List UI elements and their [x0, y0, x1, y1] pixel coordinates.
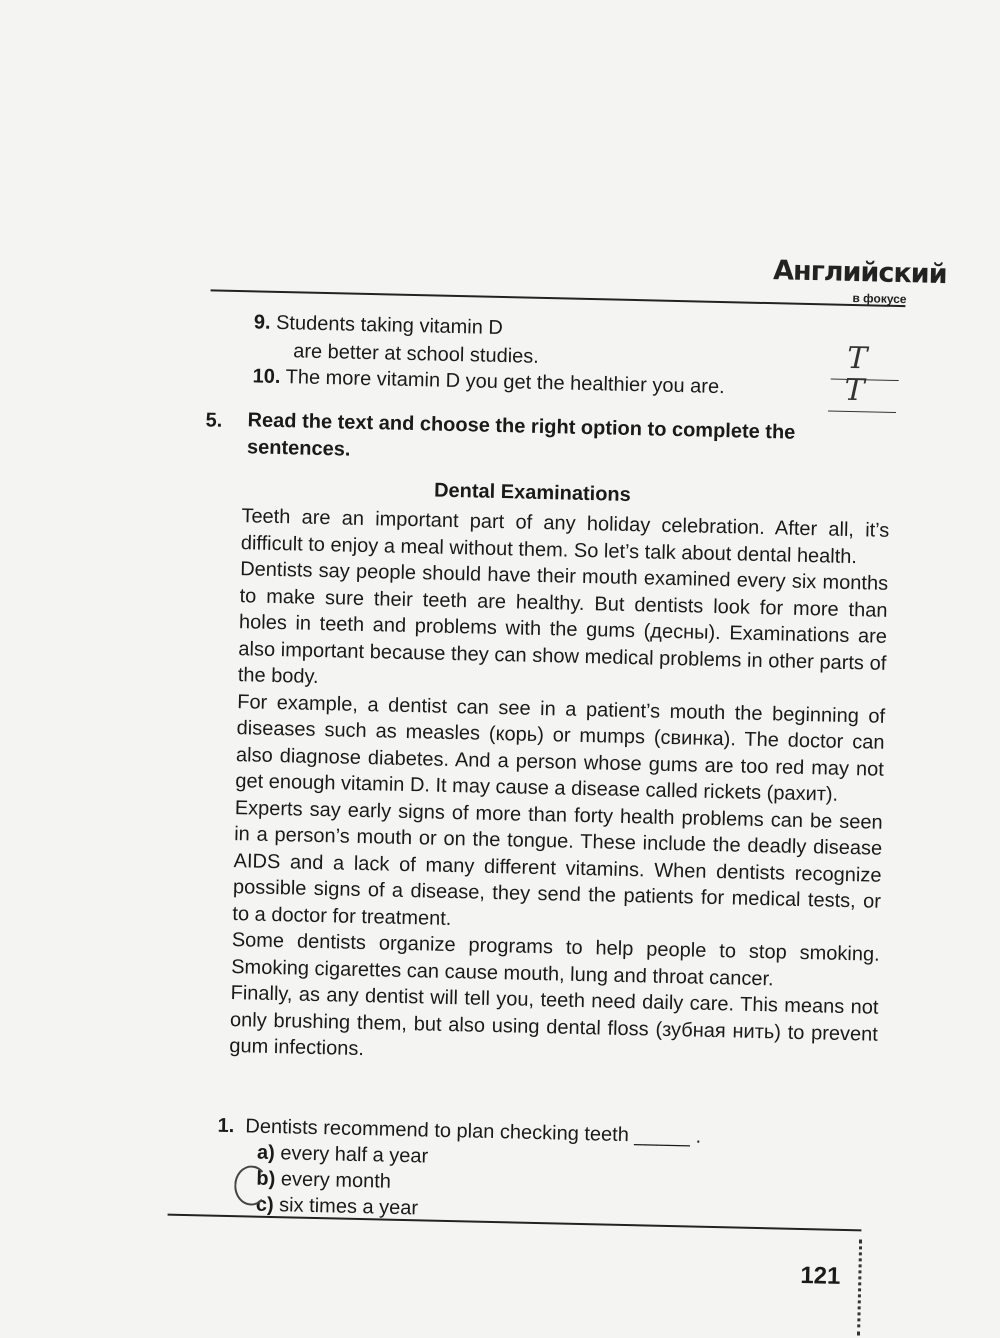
option-letter: b): [256, 1167, 276, 1191]
article-body: [229, 503, 889, 1074]
article-paragraph: Teeth are an important part of any holiday celebration. After all, it’s difficult to enjoy a meal without them. So let’s talk about dental health.: [240, 505, 890, 568]
answer-blank[interactable]: [828, 410, 896, 413]
option-text: every month: [280, 1168, 392, 1193]
statement-text: are better at school studies.: [292, 340, 540, 368]
task-number: 5.: [205, 409, 223, 432]
article-paragraph: Dentists say people should have their mouth examined every six months to make sure their teeth are healthy. But dentists look for more than holes in teeth and problems with the gums (десны). Examinations are also important because they can show medical problems in other parts of the body.: [237, 558, 889, 688]
question-text: Dentists recommend to plan checking teeth: [245, 1115, 630, 1147]
logo-subtitle: в фокусе: [852, 290, 907, 307]
article-paragraph: Experts say early signs of more than forty health problems can be seen in a person’s mouth or on the tongue. These include the deadly disease AIDS and a lack of many different vitamins. When dentists recognize possible signs of a disease, they send the patients for medical tests, or to a doctor for treatment.: [232, 796, 883, 930]
handwritten-answer: T: [846, 340, 868, 377]
task-instruction: Read the text and choose the right option to complete the sentences.: [246, 409, 796, 461]
option-a[interactable]: [257, 1140, 429, 1170]
article-paragraph: For example, a dentist can see in a patient’s mouth the beginning of diseases such as measles (корь) or mumps (свинка). The doctor can also diagnose diabetes. And a person whose gums are too red may not get enough vitamin D. It may cause a disease called rickets (рахит).: [235, 690, 886, 806]
article-title: Dental Examinations: [433, 479, 632, 506]
statement-10: [252, 363, 725, 401]
statement-text: The more vitamin D you get the healthier you are.: [285, 366, 725, 399]
statement-text: Students taking vitamin D: [275, 311, 504, 340]
logo-title: Английский: [772, 255, 947, 291]
statement-number: 9.: [253, 311, 271, 334]
handwritten-answer: T: [844, 372, 865, 409]
page-number: 121: [800, 1262, 841, 1290]
option-letter: a): [256, 1141, 276, 1165]
article-paragraph: Some dentists organize programs to help people to stop smoking. Smoking cigarettes can cause mouth, lung and throat cancer.: [230, 929, 880, 990]
option-letter: c): [255, 1193, 274, 1217]
footer-rule: [168, 1214, 862, 1232]
option-text: six times a year: [278, 1194, 419, 1220]
dotted-margin: [857, 1239, 862, 1335]
statement-9: [254, 309, 504, 342]
article-paragraph: Finally, as any dentist will tell you, teeth need daily care. This means not only brushing them, but also using dental floss (зубная нить) to prevent gum infections.: [229, 982, 879, 1061]
statement-number: 10.: [252, 365, 281, 389]
option-b[interactable]: [256, 1166, 428, 1196]
options-list: [256, 1140, 429, 1222]
question-number: 1.: [217, 1114, 235, 1138]
option-text: every half a year: [280, 1142, 429, 1168]
question-blank[interactable]: _____ .: [634, 1124, 702, 1148]
